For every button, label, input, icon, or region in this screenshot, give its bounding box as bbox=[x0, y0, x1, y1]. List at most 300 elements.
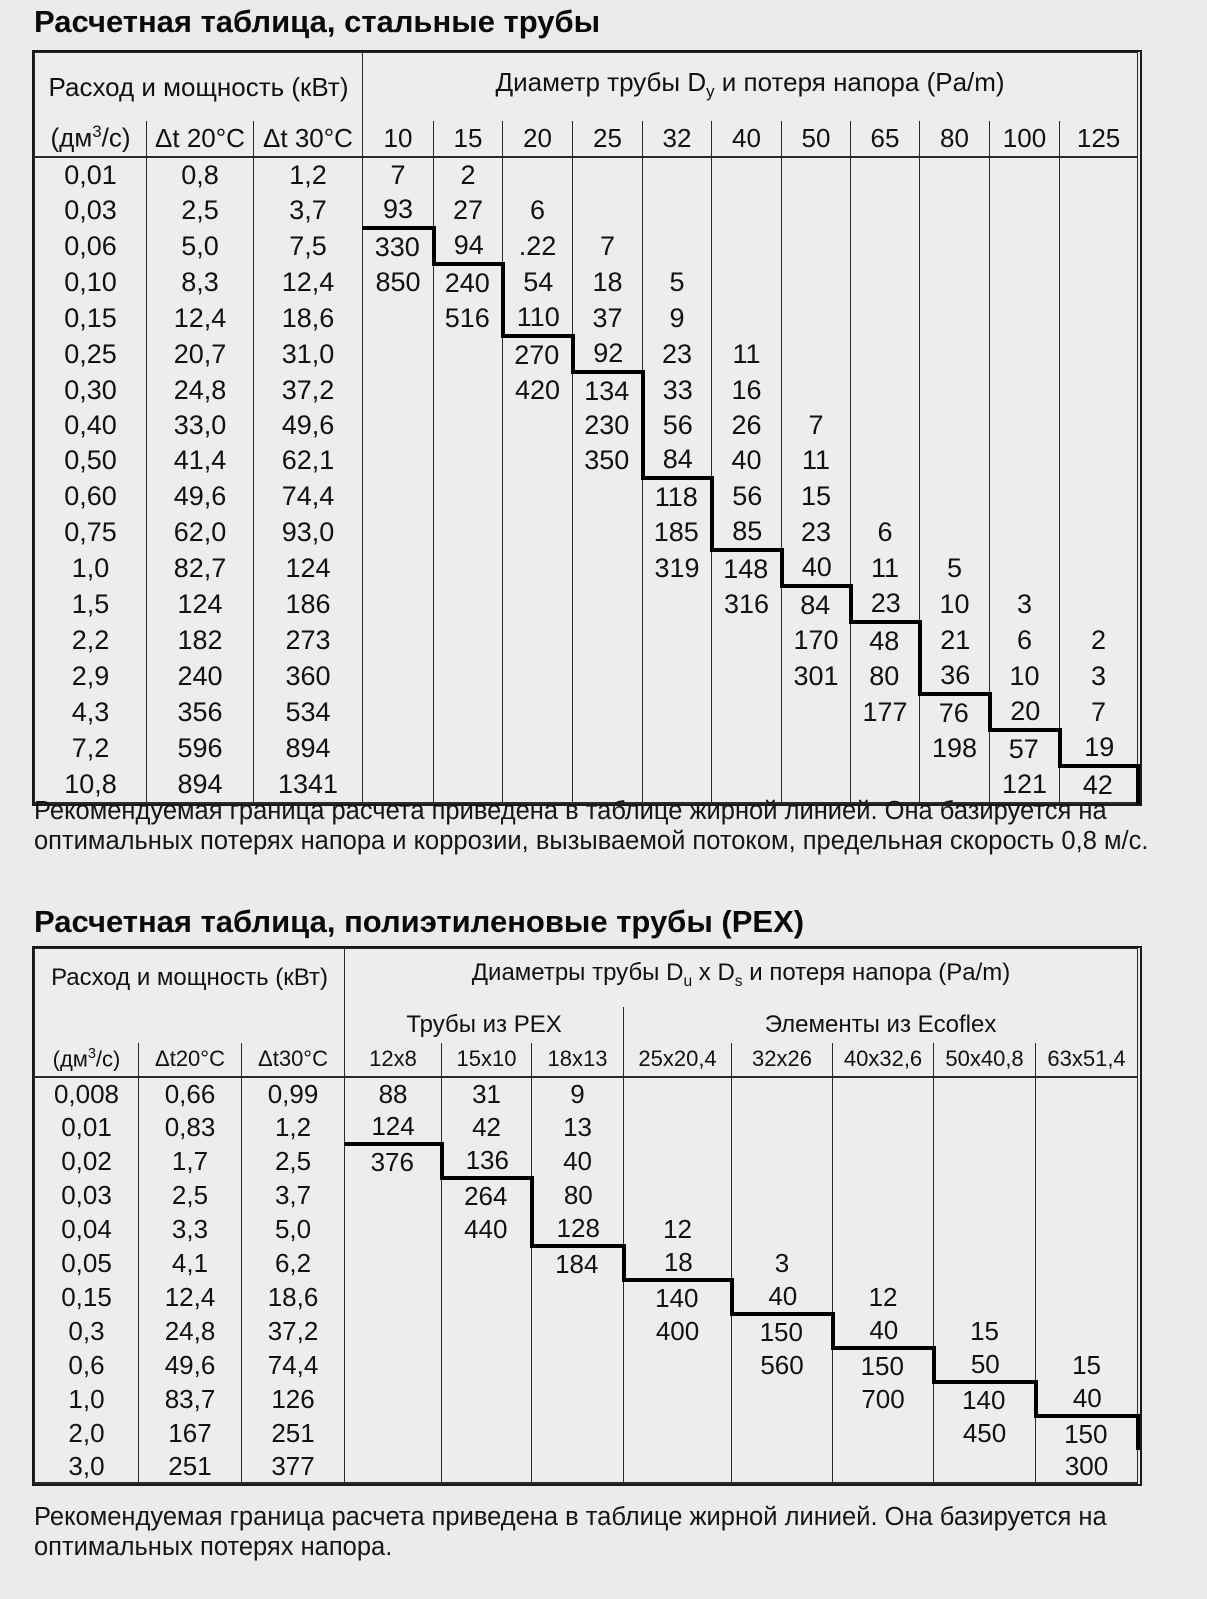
flow-power-header: Расход и мощность (кВт) bbox=[35, 949, 345, 1007]
head-loss-cell bbox=[920, 264, 990, 300]
head-loss-cell: 850 bbox=[363, 264, 434, 300]
head-loss-cell bbox=[624, 1382, 732, 1416]
head-loss-cell bbox=[442, 1382, 532, 1416]
head-loss-cell bbox=[503, 550, 573, 586]
head-loss-cell bbox=[1060, 478, 1138, 514]
head-loss-cell: 23 bbox=[643, 336, 712, 372]
flow-cell: 0,15 bbox=[35, 300, 147, 336]
head-loss-cell bbox=[573, 730, 643, 766]
head-loss-cell bbox=[732, 1450, 833, 1483]
power-dt30-cell: 93,0 bbox=[254, 514, 363, 550]
head-loss-cell bbox=[1060, 264, 1138, 300]
diameter-header-cell: 125 bbox=[1060, 121, 1138, 157]
power-dt30-cell: 74,4 bbox=[254, 478, 363, 514]
head-loss-cell bbox=[851, 228, 920, 264]
head-loss-cell: 11 bbox=[851, 550, 920, 586]
head-loss-cell bbox=[363, 336, 434, 372]
table-row bbox=[35, 478, 1138, 514]
pex-pipe-table bbox=[34, 948, 1140, 1484]
power-dt20-cell: 41,4 bbox=[147, 442, 254, 478]
head-loss-cell bbox=[712, 730, 782, 766]
table-row bbox=[35, 442, 1138, 478]
flow-cell: 1,5 bbox=[35, 586, 147, 622]
head-loss-cell: 15 bbox=[1036, 1348, 1138, 1382]
head-loss-cell: 36 bbox=[920, 658, 990, 694]
head-loss-cell: 26 bbox=[712, 408, 782, 443]
table-row bbox=[35, 157, 1138, 192]
head-loss-cell bbox=[1036, 1144, 1138, 1178]
power-dt20-cell: 24,8 bbox=[147, 372, 254, 408]
head-loss-cell bbox=[1036, 1110, 1138, 1144]
power-dt30-cell: 1,2 bbox=[254, 157, 363, 192]
head-loss-cell bbox=[712, 658, 782, 694]
head-loss-cell bbox=[1036, 1246, 1138, 1280]
head-loss-cell: 316 bbox=[712, 586, 782, 622]
head-loss-cell bbox=[782, 300, 851, 336]
table-row bbox=[35, 730, 1138, 766]
flow-cell: 0,3 bbox=[35, 1314, 139, 1348]
flow-cell: 0,03 bbox=[35, 1178, 139, 1212]
power-dt30-cell: 74,4 bbox=[242, 1348, 345, 1382]
head-loss-cell: 420 bbox=[503, 372, 573, 408]
head-loss-cell bbox=[851, 372, 920, 408]
head-loss-cell bbox=[503, 514, 573, 550]
head-loss-cell: 84 bbox=[782, 586, 851, 622]
head-loss-cell bbox=[1036, 1212, 1138, 1246]
flow-cell: 0,05 bbox=[35, 1246, 139, 1280]
table-row bbox=[35, 1178, 1138, 1212]
steel-table-title: Расчетная таблица, стальные трубы bbox=[34, 4, 601, 39]
head-loss-cell bbox=[624, 1450, 732, 1483]
head-loss-cell bbox=[503, 442, 573, 478]
head-loss-cell bbox=[920, 372, 990, 408]
power-dt30-cell: 18,6 bbox=[254, 300, 363, 336]
head-loss-cell bbox=[503, 730, 573, 766]
table-row bbox=[35, 264, 1138, 300]
head-loss-cell bbox=[990, 300, 1060, 336]
head-loss-cell bbox=[624, 1178, 732, 1212]
head-loss-cell: 18 bbox=[624, 1246, 732, 1280]
head-loss-cell: 516 bbox=[434, 300, 503, 336]
head-loss-cell: 16 bbox=[712, 372, 782, 408]
table-row bbox=[35, 1144, 1138, 1178]
table-row bbox=[35, 658, 1138, 694]
head-loss-cell bbox=[442, 1416, 532, 1450]
head-loss-cell bbox=[1060, 228, 1138, 264]
head-loss-cell bbox=[990, 550, 1060, 586]
head-loss-cell bbox=[345, 1280, 442, 1314]
head-loss-cell bbox=[442, 1246, 532, 1280]
head-loss-cell bbox=[363, 408, 434, 443]
power-dt20-cell: 0,8 bbox=[147, 157, 254, 192]
head-loss-cell: 5 bbox=[920, 550, 990, 586]
head-loss-cell bbox=[363, 372, 434, 408]
head-loss-cell bbox=[573, 694, 643, 730]
flow-cell: 0,75 bbox=[35, 514, 147, 550]
head-loss-cell: 440 bbox=[442, 1212, 532, 1246]
head-loss-cell: 85 bbox=[712, 514, 782, 550]
power-dt30-cell: 126 bbox=[242, 1382, 345, 1416]
diameter-header-cell: 65 bbox=[851, 121, 920, 157]
head-loss-cell bbox=[851, 442, 920, 478]
head-loss-cell bbox=[920, 408, 990, 443]
head-loss-cell bbox=[532, 1314, 624, 1348]
head-loss-cell: 27 bbox=[434, 192, 503, 228]
power-dt30-cell: 12,4 bbox=[254, 264, 363, 300]
power-dt30-cell: 186 bbox=[254, 586, 363, 622]
head-loss-cell: 136 bbox=[442, 1144, 532, 1178]
power-dt20-cell: 240 bbox=[147, 658, 254, 694]
dt30-header: Δt30°C bbox=[242, 1043, 345, 1077]
head-loss-cell: 150 bbox=[1036, 1416, 1138, 1450]
head-loss-cell: 20 bbox=[990, 694, 1060, 730]
flow-cell: 0,008 bbox=[35, 1077, 139, 1110]
head-loss-cell bbox=[732, 1212, 833, 1246]
head-loss-cell bbox=[345, 1450, 442, 1483]
head-loss-cell bbox=[363, 730, 434, 766]
power-dt20-cell: 12,4 bbox=[147, 300, 254, 336]
head-loss-cell bbox=[833, 1110, 934, 1144]
head-loss-cell: 350 bbox=[573, 442, 643, 478]
head-loss-cell: 23 bbox=[851, 586, 920, 622]
power-dt30-cell: 534 bbox=[254, 694, 363, 730]
head-loss-cell: 57 bbox=[990, 730, 1060, 766]
head-loss-cell bbox=[643, 228, 712, 264]
diameter-header-cell: 80 bbox=[920, 121, 990, 157]
table-row bbox=[35, 1280, 1138, 1314]
head-loss-cell bbox=[503, 694, 573, 730]
head-loss-cell: 37 bbox=[573, 300, 643, 336]
head-loss-cell: 23 bbox=[782, 514, 851, 550]
head-loss-cell: 240 bbox=[434, 264, 503, 300]
head-loss-cell: 56 bbox=[643, 408, 712, 443]
table-row bbox=[35, 1212, 1138, 1246]
head-loss-cell bbox=[643, 157, 712, 192]
power-dt20-cell: 2,5 bbox=[147, 192, 254, 228]
power-dt30-cell: 124 bbox=[254, 550, 363, 586]
head-loss-cell: 40 bbox=[712, 442, 782, 478]
head-loss-cell: 9 bbox=[532, 1077, 624, 1110]
head-loss-cell bbox=[442, 1450, 532, 1483]
head-loss-cell: 110 bbox=[503, 300, 573, 336]
head-loss-cell bbox=[990, 478, 1060, 514]
head-loss-cell bbox=[434, 550, 503, 586]
diameter-header-cell: 32x26 bbox=[732, 1043, 833, 1077]
head-loss-cell bbox=[833, 1450, 934, 1483]
flow-cell: 1,0 bbox=[35, 550, 147, 586]
head-loss-cell: 185 bbox=[643, 514, 712, 550]
head-loss-cell bbox=[532, 1348, 624, 1382]
power-dt20-cell: 1,7 bbox=[139, 1144, 242, 1178]
head-loss-cell bbox=[503, 622, 573, 658]
head-loss-cell: 6 bbox=[851, 514, 920, 550]
head-loss-cell bbox=[345, 1348, 442, 1382]
head-loss-cell: 6 bbox=[990, 622, 1060, 658]
head-loss-cell bbox=[934, 1246, 1036, 1280]
table-row bbox=[35, 192, 1138, 228]
head-loss-cell: 560 bbox=[732, 1348, 833, 1382]
head-loss-cell bbox=[1060, 336, 1138, 372]
head-loss-cell bbox=[851, 192, 920, 228]
diameter-header-cell: 25 bbox=[573, 121, 643, 157]
power-dt30-cell: 3,7 bbox=[242, 1178, 345, 1212]
head-loss-cell: 330 bbox=[363, 228, 434, 264]
head-loss-cell bbox=[920, 192, 990, 228]
head-loss-cell: 270 bbox=[503, 336, 573, 372]
head-loss-cell bbox=[1060, 514, 1138, 550]
head-loss-cell bbox=[345, 1314, 442, 1348]
head-loss-cell bbox=[434, 694, 503, 730]
head-loss-cell bbox=[345, 1178, 442, 1212]
power-dt30-cell: 37,2 bbox=[242, 1314, 345, 1348]
head-loss-cell: 230 bbox=[573, 408, 643, 443]
power-dt30-cell: 5,0 bbox=[242, 1212, 345, 1246]
head-loss-cell: 21 bbox=[920, 622, 990, 658]
head-loss-cell bbox=[434, 408, 503, 443]
pex-table-title: Расчетная таблица, полиэтиленовые трубы (PEX) bbox=[34, 904, 805, 939]
table-row bbox=[35, 622, 1138, 658]
table-row bbox=[35, 1246, 1138, 1280]
flow-unit-header: $(дм^3/с)$ bbox=[35, 1043, 139, 1077]
head-loss-cell bbox=[442, 1314, 532, 1348]
head-loss-cell bbox=[643, 730, 712, 766]
flow-cell: 0,60 bbox=[35, 478, 147, 514]
head-loss-cell bbox=[1060, 372, 1138, 408]
head-loss-cell bbox=[833, 1246, 934, 1280]
head-loss-cell bbox=[732, 1077, 833, 1110]
diameter-header-cell: 18x13 bbox=[532, 1043, 624, 1077]
head-loss-cell bbox=[434, 730, 503, 766]
diameter-header-cell: 25x20,4 bbox=[624, 1043, 732, 1077]
head-loss-cell bbox=[712, 264, 782, 300]
head-loss-cell: 184 bbox=[532, 1246, 624, 1280]
head-loss-cell: 134 bbox=[573, 372, 643, 408]
head-loss-cell bbox=[1060, 157, 1138, 192]
diameter-header-cell: 32 bbox=[643, 121, 712, 157]
flow-cell: 0,06 bbox=[35, 228, 147, 264]
power-dt20-cell: 894 bbox=[147, 766, 254, 803]
flow-cell: 2,2 bbox=[35, 622, 147, 658]
table-row bbox=[35, 1382, 1138, 1416]
head-loss-cell bbox=[851, 157, 920, 192]
head-loss-cell bbox=[782, 694, 851, 730]
diameter-header-cell: 10 bbox=[363, 121, 434, 157]
head-loss-cell: 128 bbox=[532, 1212, 624, 1246]
head-loss-cell: 76 bbox=[920, 694, 990, 730]
head-loss-cell bbox=[434, 336, 503, 372]
head-loss-cell: 170 bbox=[782, 622, 851, 658]
head-loss-cell bbox=[934, 1280, 1036, 1314]
flow-cell: 0,01 bbox=[35, 157, 147, 192]
flow-cell: 1,0 bbox=[35, 1382, 139, 1416]
head-loss-cell bbox=[643, 658, 712, 694]
head-loss-cell bbox=[1060, 192, 1138, 228]
head-loss-cell bbox=[934, 1077, 1036, 1110]
diameter-header: Диаметр трубы $D_y$ и потеря напора (Pa/m) bbox=[363, 53, 1138, 121]
head-loss-cell: 15 bbox=[782, 478, 851, 514]
pex-group-header: Трубы из PEX bbox=[345, 1007, 624, 1043]
head-loss-cell bbox=[732, 1144, 833, 1178]
head-loss-cell bbox=[503, 157, 573, 192]
head-loss-cell bbox=[573, 586, 643, 622]
power-dt20-cell: 4,1 bbox=[139, 1246, 242, 1280]
head-loss-cell: 40 bbox=[732, 1280, 833, 1314]
flow-cell: 10,8 bbox=[35, 766, 147, 803]
power-dt20-cell: 3,3 bbox=[139, 1212, 242, 1246]
head-loss-cell: 12 bbox=[833, 1280, 934, 1314]
diameter-header-cell: 15 bbox=[434, 121, 503, 157]
head-loss-cell bbox=[363, 658, 434, 694]
flow-cell: 0,04 bbox=[35, 1212, 139, 1246]
head-loss-cell: 10 bbox=[920, 586, 990, 622]
head-loss-cell bbox=[1060, 550, 1138, 586]
head-loss-cell: .22 bbox=[503, 228, 573, 264]
head-loss-cell bbox=[712, 228, 782, 264]
head-loss-cell bbox=[363, 622, 434, 658]
power-dt20-cell: 62,0 bbox=[147, 514, 254, 550]
power-dt20-cell: 2,5 bbox=[139, 1178, 242, 1212]
head-loss-cell bbox=[434, 514, 503, 550]
power-dt30-cell: 49,6 bbox=[254, 408, 363, 443]
head-loss-cell bbox=[782, 192, 851, 228]
table-row bbox=[35, 300, 1138, 336]
head-loss-cell bbox=[345, 1212, 442, 1246]
head-loss-cell: 700 bbox=[833, 1382, 934, 1416]
head-loss-cell: 94 bbox=[434, 228, 503, 264]
head-loss-cell bbox=[624, 1416, 732, 1450]
head-loss-cell: 33 bbox=[643, 372, 712, 408]
head-loss-cell bbox=[363, 694, 434, 730]
flow-cell: 2,0 bbox=[35, 1416, 139, 1450]
head-loss-cell bbox=[990, 157, 1060, 192]
head-loss-cell: 124 bbox=[345, 1110, 442, 1144]
head-loss-cell bbox=[643, 192, 712, 228]
head-loss-cell: 11 bbox=[782, 442, 851, 478]
head-loss-cell bbox=[573, 514, 643, 550]
power-dt30-cell: 62,1 bbox=[254, 442, 363, 478]
diameter-header-cell: 50x40,8 bbox=[934, 1043, 1036, 1077]
head-loss-cell bbox=[503, 478, 573, 514]
head-loss-cell bbox=[990, 336, 1060, 372]
head-loss-cell bbox=[503, 408, 573, 443]
head-loss-cell: 40 bbox=[532, 1144, 624, 1178]
head-loss-cell: 150 bbox=[732, 1314, 833, 1348]
power-dt20-cell: 49,6 bbox=[147, 478, 254, 514]
power-dt20-cell: 24,8 bbox=[139, 1314, 242, 1348]
head-loss-cell bbox=[624, 1348, 732, 1382]
dt20-header: Δt 20°C bbox=[147, 121, 254, 157]
head-loss-cell bbox=[934, 1110, 1036, 1144]
head-loss-cell bbox=[934, 1212, 1036, 1246]
head-loss-cell: 56 bbox=[712, 478, 782, 514]
power-dt30-cell: 6,2 bbox=[242, 1246, 345, 1280]
power-dt30-cell: 31,0 bbox=[254, 336, 363, 372]
head-loss-cell: 42 bbox=[1060, 766, 1138, 803]
head-loss-cell bbox=[1060, 300, 1138, 336]
head-loss-cell bbox=[712, 192, 782, 228]
head-loss-cell bbox=[851, 336, 920, 372]
table-row bbox=[35, 336, 1138, 372]
head-loss-cell: 2 bbox=[1060, 622, 1138, 658]
head-loss-cell bbox=[573, 192, 643, 228]
head-loss-cell: 140 bbox=[934, 1382, 1036, 1416]
table-row bbox=[35, 550, 1138, 586]
head-loss-cell bbox=[345, 1246, 442, 1280]
table-row bbox=[35, 1110, 1138, 1144]
table-row bbox=[35, 1416, 1138, 1450]
head-loss-cell bbox=[503, 658, 573, 694]
head-loss-cell: 300 bbox=[1036, 1450, 1138, 1483]
head-loss-cell: 376 bbox=[345, 1144, 442, 1178]
pex-note: Рекомендуемая граница расчета приведена в таблице жирной линией. Она базируется на оптимальных потерях напора. bbox=[34, 1503, 1107, 1561]
head-loss-cell bbox=[1060, 408, 1138, 443]
head-loss-cell: 7 bbox=[363, 157, 434, 192]
head-loss-cell: 40 bbox=[782, 550, 851, 586]
head-loss-cell bbox=[363, 300, 434, 336]
flow-cell: 0,30 bbox=[35, 372, 147, 408]
head-loss-cell bbox=[851, 300, 920, 336]
head-loss-cell bbox=[624, 1077, 732, 1110]
head-loss-cell bbox=[434, 372, 503, 408]
head-loss-cell bbox=[833, 1212, 934, 1246]
power-dt30-cell: 37,2 bbox=[254, 372, 363, 408]
head-loss-cell bbox=[851, 478, 920, 514]
power-dt20-cell: 596 bbox=[147, 730, 254, 766]
head-loss-cell bbox=[442, 1280, 532, 1314]
table-row bbox=[35, 1314, 1138, 1348]
head-loss-cell bbox=[712, 300, 782, 336]
head-loss-cell bbox=[434, 622, 503, 658]
head-loss-cell: 301 bbox=[782, 658, 851, 694]
head-loss-cell bbox=[712, 694, 782, 730]
head-loss-cell: 9 bbox=[643, 300, 712, 336]
head-loss-cell: 93 bbox=[363, 192, 434, 228]
head-loss-cell: 40 bbox=[833, 1314, 934, 1348]
power-dt30-cell: 377 bbox=[242, 1450, 345, 1483]
dt20-header: Δt20°C bbox=[139, 1043, 242, 1077]
head-loss-cell bbox=[363, 550, 434, 586]
table-row bbox=[35, 694, 1138, 730]
diameter-header-cell: 40 bbox=[712, 121, 782, 157]
table-row bbox=[35, 372, 1138, 408]
head-loss-cell bbox=[990, 264, 1060, 300]
head-loss-cell: 148 bbox=[712, 550, 782, 586]
ecoflex-group-header: Элементы из Ecoflex bbox=[624, 1007, 1138, 1043]
head-loss-cell bbox=[782, 730, 851, 766]
diameter-header-cell: 50 bbox=[782, 121, 851, 157]
head-loss-cell bbox=[732, 1110, 833, 1144]
flow-cell: 0,10 bbox=[35, 264, 147, 300]
head-loss-cell: 50 bbox=[934, 1348, 1036, 1382]
head-loss-cell bbox=[643, 694, 712, 730]
power-dt20-cell: 5,0 bbox=[147, 228, 254, 264]
head-loss-cell bbox=[833, 1144, 934, 1178]
head-loss-cell bbox=[624, 1110, 732, 1144]
flow-cell: 7,2 bbox=[35, 730, 147, 766]
flow-cell: 2,9 bbox=[35, 658, 147, 694]
head-loss-cell: 48 bbox=[851, 622, 920, 658]
head-loss-cell bbox=[434, 478, 503, 514]
head-loss-cell bbox=[934, 1450, 1036, 1483]
head-loss-cell bbox=[920, 228, 990, 264]
power-dt20-cell: 83,7 bbox=[139, 1382, 242, 1416]
diameter-header-cell: 12x8 bbox=[345, 1043, 442, 1077]
head-loss-cell bbox=[1060, 442, 1138, 478]
flow-cell: 3,0 bbox=[35, 1450, 139, 1483]
power-dt20-cell: 33,0 bbox=[147, 408, 254, 443]
diameter-header-cell: 63x51,4 bbox=[1036, 1043, 1138, 1077]
power-dt30-cell: 1341 bbox=[254, 766, 363, 803]
